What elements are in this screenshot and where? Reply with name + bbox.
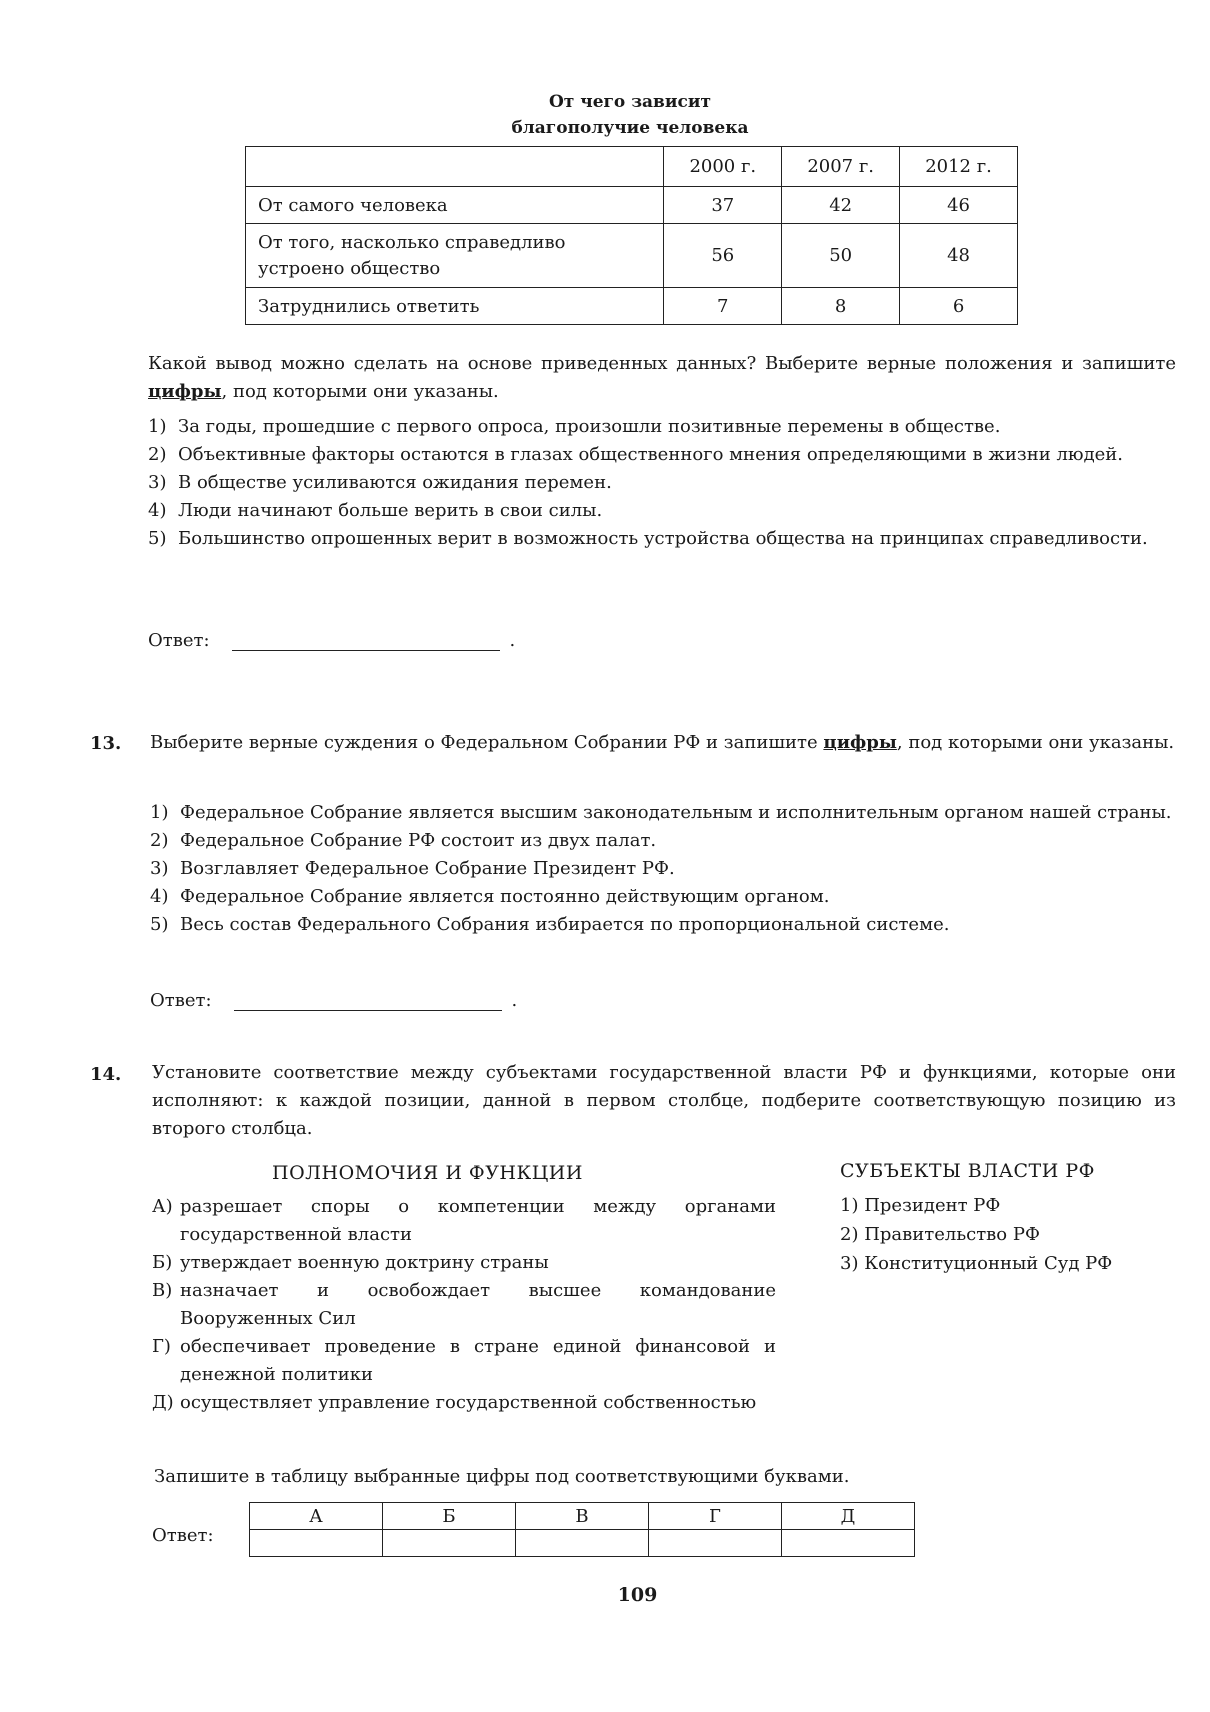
option-text: Возглавляет Федеральное Собрание Президент РФ. [180,858,675,879]
q14-prompt: Установите соответствие между субъектами государственной власти РФ и функциями, которые они исполняют: к каждой позиции, данной в первом столбце, подберите соответствующую позицию из второго столбца. [152,1062,1176,1139]
q12-answer-field[interactable] [232,630,500,651]
q12-prompt-emphasis: цифры [148,381,222,402]
list-item [152,1249,776,1277]
answer-letter: В [516,1503,649,1530]
function-letter: Г) [152,1336,171,1357]
list-item [148,413,1176,441]
q12-prompt-text-end: , под которыми они указаны. [221,381,499,402]
subjects-list [840,1191,1160,1278]
list-item [152,1193,776,1249]
q13-options [150,799,1176,939]
row-value: 8 [782,288,900,325]
q12-prompt [148,350,1176,406]
option-text: Весь состав Федерального Собрания избирается по пропорциональной системе. [180,914,950,935]
answer-dot: . [511,990,518,1011]
function-text: обеспечивает проведение в стране единой финансовой и денежной политики [180,1336,776,1385]
answer-letter: Б [383,1503,516,1530]
row-value: 50 [782,224,900,288]
answer-letter: Д [782,1503,915,1530]
function-letter: В) [152,1280,173,1301]
option-text: Объективные факторы остаются в глазах общественного мнения определяющими в жизни людей. [178,444,1124,465]
table-row [246,224,1018,288]
option-text: В обществе усиливаются ожидания перемен. [178,472,612,493]
q13-prompt-text-end: , под которыми они указаны. [896,732,1175,753]
table-header-cell [246,147,664,187]
option-number: 2) [148,444,167,465]
list-item [148,497,1176,525]
list-item [148,469,1176,497]
list-item [150,911,1176,939]
option-text: Федеральное Собрание является постоянно действующим органом. [180,886,830,907]
functions-list [152,1193,776,1417]
q14-answer-table [249,1502,915,1557]
list-item [150,827,1176,855]
q13-prompt-text: Выберите верные суждения о Федеральном Собрании РФ и запишите [150,732,824,753]
q13-prompt-emphasis: цифры [823,732,897,753]
row-value: 42 [782,187,900,224]
row-value: 48 [900,224,1018,288]
option-text: Федеральное Собрание является высшим законодательным и исполнительным органом нашей страны. [180,802,1172,823]
table-row [246,187,1018,224]
answer-cell[interactable] [782,1530,915,1557]
table-caption-line-1: От чего зависит [549,92,711,112]
answer-cell[interactable] [250,1530,383,1557]
option-text: За годы, прошедшие с первого опроса, произошли позитивные перемены в обществе. [178,416,1001,437]
q12-answer-row [148,630,515,651]
function-letter: Д) [152,1392,174,1413]
list-item [152,1389,776,1417]
answer-dot: . [509,630,516,651]
answer-cell[interactable] [649,1530,782,1557]
list-item: 2) Правительство РФ [840,1224,1040,1245]
function-text: осуществляет управление государственной собственностью [180,1392,757,1413]
q14-instruction: Запишите в таблицу выбранные цифры под соответствующими буквами. [154,1466,850,1487]
option-text: Федеральное Собрание РФ состоит из двух палат. [180,830,657,851]
answer-label: Ответ: [150,990,212,1011]
q13-answer-row [150,990,517,1011]
list-item [148,525,1176,553]
q13-prompt [150,729,1176,757]
table-row [246,288,1018,325]
list-item [150,855,1176,883]
table-header-cell: 2000 г. [664,147,782,187]
subjects-column-title: СУБЪЕКТЫ ВЛАСТИ РФ [840,1160,1095,1182]
row-value: 37 [664,187,782,224]
row-value: 7 [664,288,782,325]
option-number: 3) [148,472,167,493]
option-number: 4) [150,886,169,907]
list-item [148,441,1176,469]
answer-letter: А [250,1503,383,1530]
list-item: 3) Конституционный Суд РФ [840,1253,1113,1274]
function-text: назначает и освобождает высшее командование Вооруженных Сил [180,1280,776,1329]
option-number: 4) [148,500,167,521]
table-header-row [246,147,1018,187]
option-number: 5) [148,528,167,549]
option-text: Большинство опрошенных верит в возможность устройства общества на принципах справедливости. [178,528,1148,549]
list-item [150,883,1176,911]
row-label: От самого человека [246,187,664,224]
row-label: Затруднились ответить [246,288,664,325]
answer-cells-row [250,1530,915,1557]
table-header-cell: 2012 г. [900,147,1018,187]
list-item: 1) Президент РФ [840,1195,1001,1216]
row-label: От того, насколько справедливо устроено общество [246,224,664,288]
q12-prompt-text: Какой вывод можно сделать на основе приведенных данных? Выберите верные положения и запишите [148,353,1176,374]
answer-cell[interactable] [383,1530,516,1557]
function-letter: А) [152,1196,173,1217]
row-value: 56 [664,224,782,288]
function-text: утверждает военную доктрину страны [180,1252,549,1273]
option-number: 1) [150,802,169,823]
option-number: 3) [150,858,169,879]
page-number: 109 [617,1584,658,1606]
q14-answer-label: Ответ: [152,1525,214,1546]
row-value: 6 [900,288,1018,325]
functions-column-title: ПОЛНОМОЧИЯ И ФУНКЦИИ [272,1162,583,1184]
option-number: 5) [150,914,169,935]
table-header-cell: 2007 г. [782,147,900,187]
row-value: 46 [900,187,1018,224]
table-caption-line-2: благополучие человека [511,118,749,138]
option-number: 2) [150,830,169,851]
function-letter: Б) [152,1252,173,1273]
list-item [150,799,1176,827]
q12-options [148,413,1176,553]
option-number: 1) [148,416,167,437]
q13-answer-field[interactable] [234,990,502,1011]
answer-letter: Г [649,1503,782,1530]
q14-number: 14. [90,1064,122,1085]
function-text: разрешает споры о компетенции между органами государственной власти [180,1196,776,1245]
answer-label: Ответ: [148,630,210,651]
option-text: Люди начинают больше верить в свои силы. [178,500,603,521]
list-item [152,1277,776,1333]
q13-number: 13. [90,733,122,754]
list-item [152,1333,776,1389]
answer-letters-row [250,1503,915,1530]
answer-cell[interactable] [516,1530,649,1557]
survey-table [245,146,1018,325]
